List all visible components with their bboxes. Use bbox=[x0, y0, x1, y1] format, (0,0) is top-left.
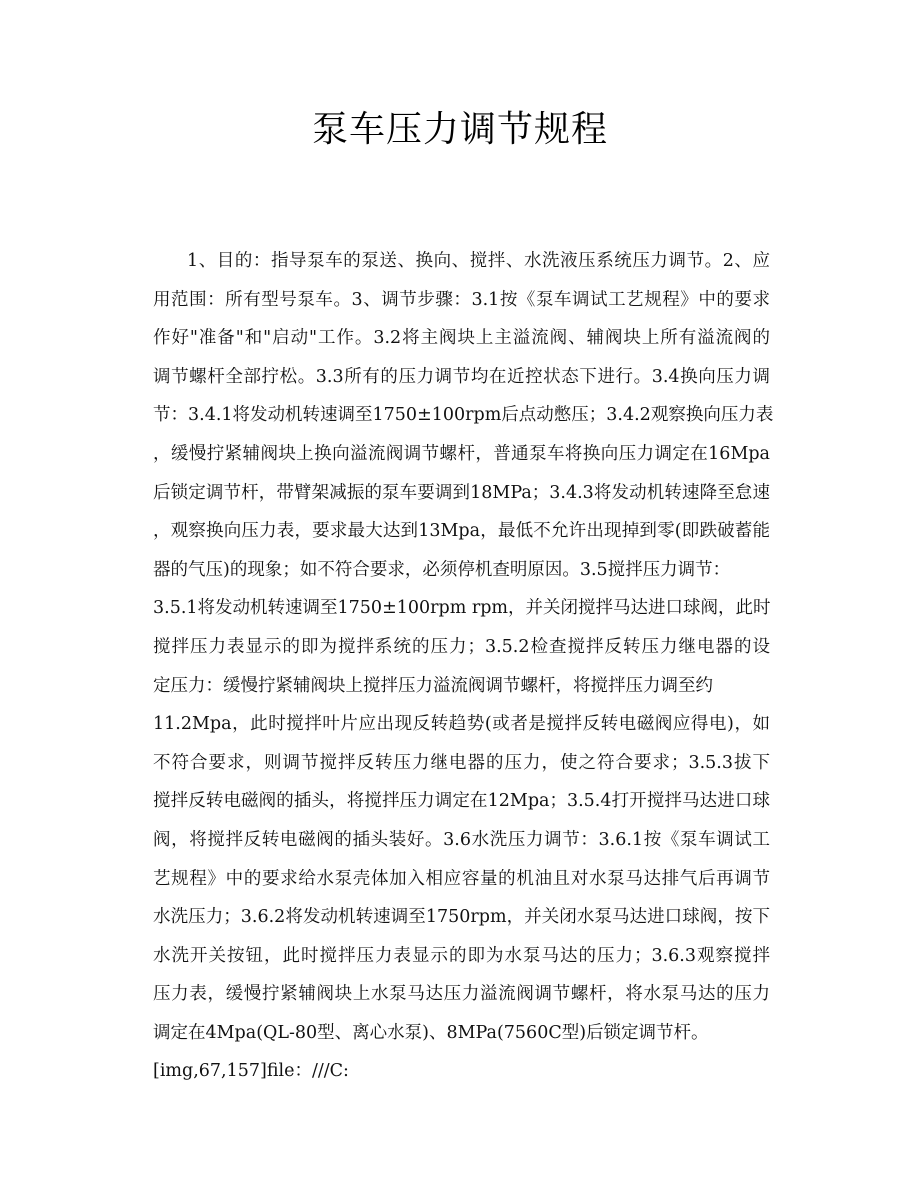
body-line: 1、目的：指导泵车的泵送、换向、搅拌、水洗液压系统压力调节。2、应 bbox=[187, 251, 770, 271]
body-line: 用范围：所有型号泵车。3、调节步骤：3.1按《泵车调试工艺规程》中的要求 bbox=[153, 289, 770, 310]
body-line: 3.5.1将发动机转速调至1750±100rpm rpm，并关闭搅拌马达进口球阀，此时 bbox=[153, 598, 771, 619]
body-line: 11.2Mpa，此时搅拌叶片应出现反转趋势(或者是搅拌反转电磁阀应得电)，如 bbox=[153, 714, 770, 735]
body-line: 调节螺杆全部拧松。3.3所有的压力调节均在近控状态下进行。3.4换向压力调 bbox=[153, 366, 770, 387]
document-title: 泵车压力调节规程 bbox=[311, 109, 608, 150]
body-line: 水洗开关按钮，此时搅拌压力表显示的即为水泵马达的压力；3.6.3观察搅拌 bbox=[153, 945, 770, 966]
body-line: 不符合要求，则调节搅拌反转压力继电器的压力，使之符合要求；3.5.3拔下 bbox=[153, 752, 770, 773]
body-line: 水洗压力；3.6.2将发动机转速调至1750rpm，并关闭水泵马达进口球阀，按下 bbox=[153, 907, 770, 928]
body-line: 阀，将搅拌反转电磁阀的插头装好。3.6水洗压力调节：3.6.1按《泵车调试工 bbox=[153, 829, 770, 850]
body-line: 节：3.4.1将发动机转速调至1750±100rpm后点动憋压；3.4.2观察换向压力表 bbox=[153, 405, 774, 426]
body-line: 压力表，缓慢拧紧辅阀块上水泵马达压力溢流阀调节螺杆，将水泵马达的压力 bbox=[153, 984, 770, 1005]
body-line: 搅拌压力表显示的即为搅拌系统的压力；3.5.2检查搅拌反转压力继电器的设 bbox=[153, 636, 770, 657]
image-placeholder-line: [img,67,157]file：///C: bbox=[153, 1061, 349, 1082]
body-line: 器的气压)的现象；如不符合要求，必须停机查明原因。3.5搅拌压力调节： bbox=[153, 559, 731, 580]
document-body bbox=[153, 242, 774, 1091]
body-line: 作好"准备"和"启动"工作。3.2将主阀块上主溢流阀、辅阀块上所有溢流阀的 bbox=[153, 328, 770, 349]
body-line: ，缓慢拧紧辅阀块上换向溢流阀调节螺杆，普通泵车将换向压力调定在16Mpa bbox=[153, 443, 770, 464]
body-line: 后锁定调节杆，带臂架减振的泵车要调到18MPa；3.4.3将发动机转速降至怠速 bbox=[153, 482, 770, 503]
body-line: 定压力：缓慢拧紧辅阀块上搅拌压力溢流阀调节螺杆，将搅拌压力调至约 bbox=[153, 675, 713, 696]
body-line: 搅拌反转电磁阀的插头，将搅拌压力调定在12Mpa；3.5.4打开搅拌马达进口球 bbox=[153, 791, 770, 812]
body-line: 艺规程》中的要求给水泵壳体加入相应容量的机油且对水泵马达排气后再调节 bbox=[153, 868, 770, 889]
body-line: ，观察换向压力表，要求最大达到13Mpa，最低不允许出现掉到零(即跌破蓄能 bbox=[153, 521, 770, 542]
body-line: 调定在4Mpa(QL-80型、离心水泵)、8MPa(7560C型)后锁定调节杆。 bbox=[153, 1022, 709, 1043]
